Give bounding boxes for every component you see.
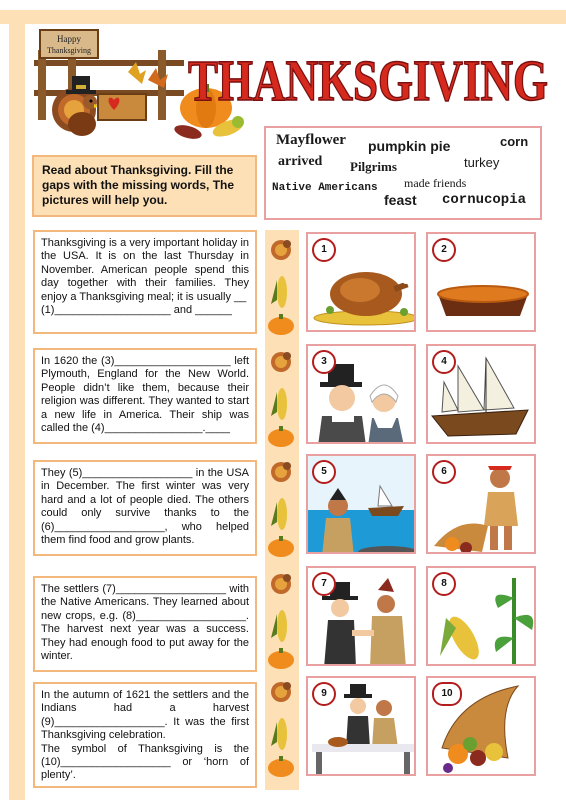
picture-number: 10 (432, 682, 462, 706)
paragraph-line: They (5)__________________ in the USA in December. The first winter was very hard and a lot of people died. The others could only survive thanks to the (6)__________________, who helped them find food and grow plants. (41, 467, 249, 547)
picture-number: 2 (432, 238, 456, 262)
paragraph-line: (1)___________________ and ______ (41, 304, 232, 317)
word-bank-item: arrived (278, 154, 323, 169)
title-text: THANKSGIVING (188, 48, 548, 113)
picture-4-mayflower (426, 344, 536, 444)
picture-number: 4 (432, 350, 456, 374)
sign-text-line1: Happy (57, 34, 81, 44)
picture-number: 6 (432, 460, 456, 484)
picture-number: 8 (432, 572, 456, 596)
paragraph-line: In 1620 the (3)___________________ left Plymouth, England for the New World. People didn’t like them, because their religion was different. They wanted to start a new life in America. Their ship was called the (4)________________.____ (41, 355, 249, 435)
paragraph-1 (33, 230, 257, 334)
word-bank-item: cornucopia (442, 192, 527, 208)
page-frame-left (9, 10, 25, 800)
paragraph-line: The symbol of Thanksgiving is the (10)__________________ or ‘horn of plenty’. (41, 742, 249, 782)
decorative-strip (265, 230, 299, 790)
picture-5-arrival (306, 454, 416, 554)
picture-number: 1 (312, 238, 336, 262)
picture-7-handshake (306, 566, 416, 666)
picture-6-native-american (426, 454, 536, 554)
picture-number: 9 (312, 682, 336, 706)
paragraph-line: Thanksgiving is a very important holiday in the USA. It is on the last Thursday in November. American people spend this day together with their families. They enjoy a Thanksgiving meal; it is usually __ (41, 237, 249, 303)
picture-2-pumpkin-pie (426, 232, 536, 332)
paragraph-line: In the autumn of 1621 the settlers and the Indians had a harvest (9)__________________. It was the first Thanksgiving celebration. (41, 689, 249, 742)
word-bank-item: made friends (404, 176, 467, 190)
word-bank-item: feast (384, 192, 417, 208)
paragraph-2 (33, 348, 257, 444)
sign-text-line2: Thanksgiving (47, 46, 91, 55)
paragraph-3 (33, 460, 257, 556)
picture-1-roast-turkey (306, 232, 416, 332)
turkey-corn-pumpkin-icons (265, 230, 299, 790)
word-bank-item: corn (500, 134, 529, 149)
instructions-box: Read about Thanksgiving. Fill the gaps with the missing words, The pictures will help you. (32, 155, 257, 217)
paragraph-4 (33, 576, 257, 672)
word-bank-item: pumpkin pie (368, 138, 451, 154)
picture-number: 7 (312, 572, 336, 596)
paragraph-line: The settlers (7)__________________ with the Native Americans. They learned about new crops, e.g. (8)__________________. The harvest next year was a success. They had enough food to put away for the winter. (41, 583, 249, 663)
word-bank-item: turkey (464, 155, 500, 170)
word-bank (264, 126, 542, 220)
word-bank-item: Mayflower (276, 132, 346, 148)
picture-9-feast (306, 676, 416, 776)
paragraph-5 (33, 682, 257, 788)
picture-8-corn (426, 566, 536, 666)
picture-10-cornucopia (426, 676, 536, 776)
picture-number: 3 (312, 350, 336, 374)
word-bank-item: Pilgrims (350, 159, 397, 174)
picture-3-pilgrims (306, 344, 416, 444)
page-frame-top (0, 10, 566, 24)
page-title (183, 38, 553, 118)
word-bank-item: Native Americans (272, 182, 378, 194)
picture-number: 5 (312, 460, 336, 484)
